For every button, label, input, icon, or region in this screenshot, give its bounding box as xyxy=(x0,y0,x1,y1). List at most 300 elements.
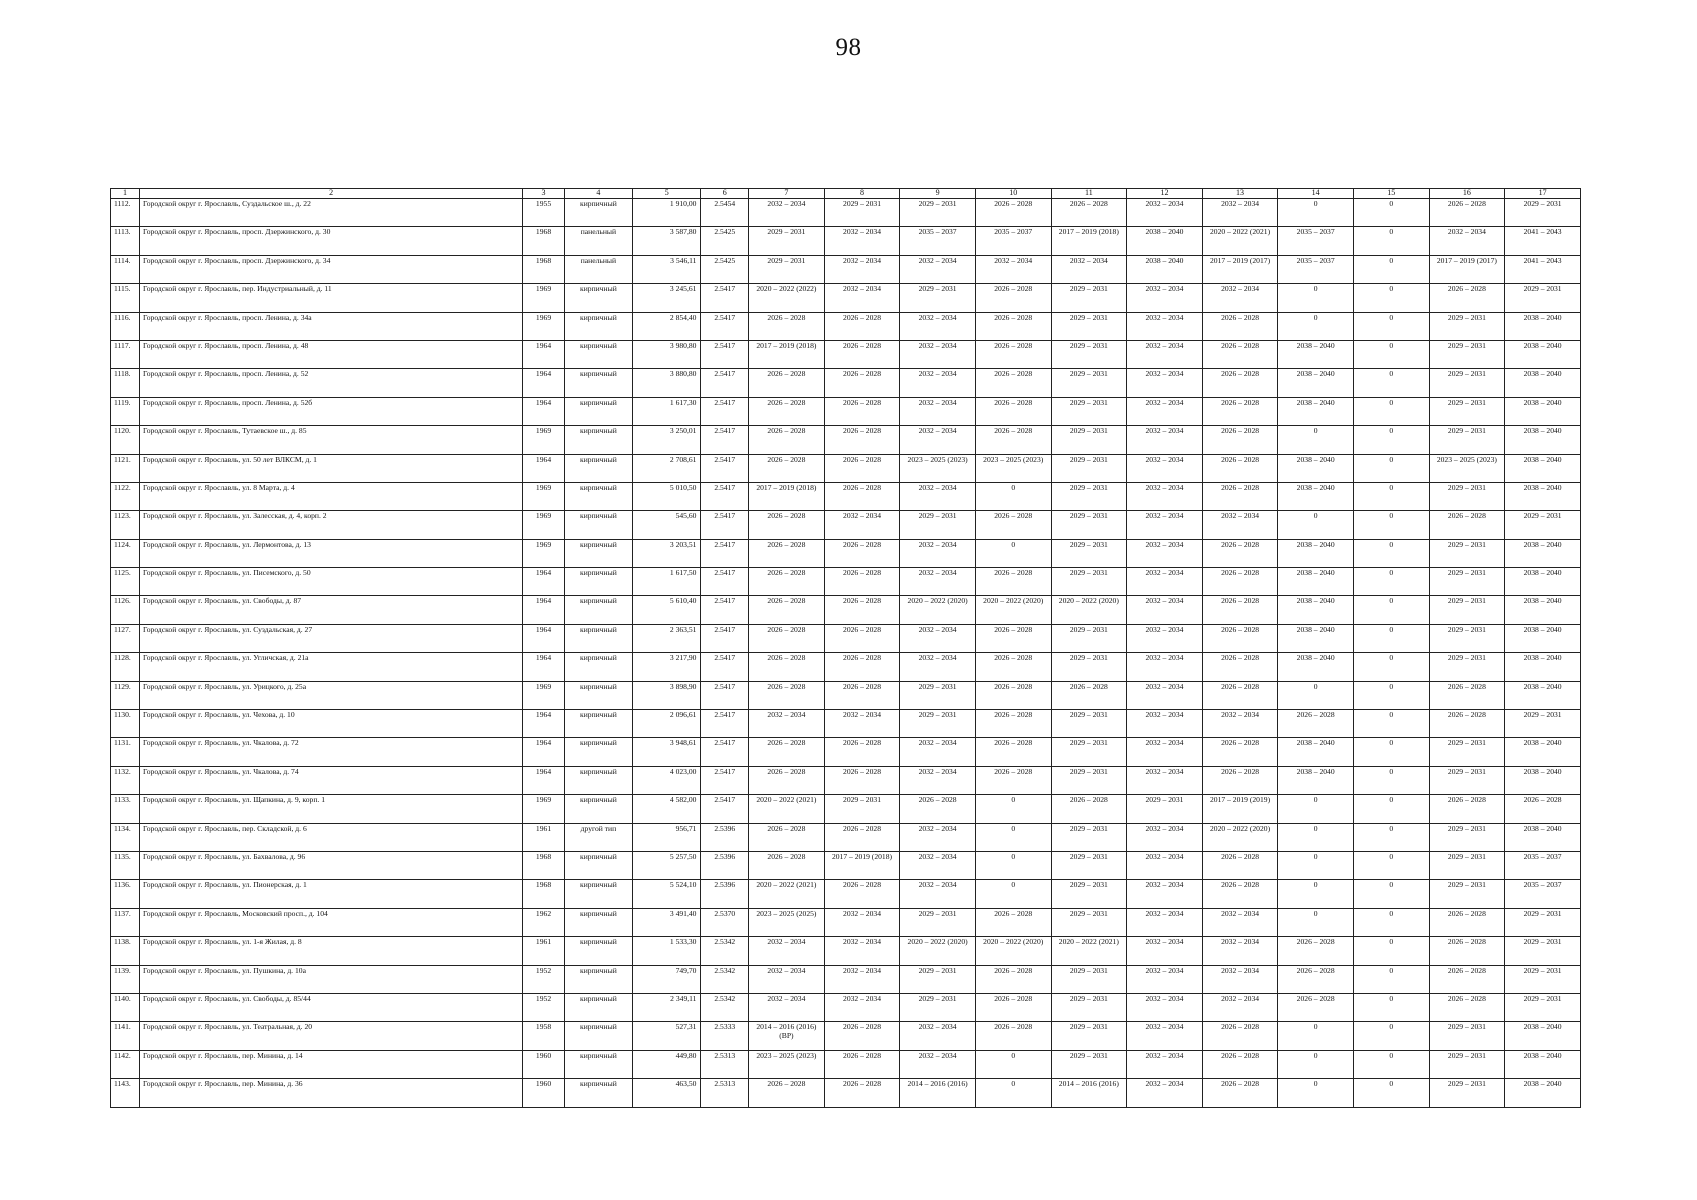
cell-period-14: 0 xyxy=(1278,823,1354,851)
cell-ratio: 2.5417 xyxy=(701,454,749,482)
cell-period-11: 2029 – 2031 xyxy=(1051,340,1127,368)
cell-period-10: 2020 – 2022 (2020) xyxy=(975,937,1051,965)
cell-period-14: 2035 – 2037 xyxy=(1278,255,1354,283)
cell-period-7: 2017 – 2019 (2018) xyxy=(749,482,825,510)
cell-area: 3 898,90 xyxy=(633,681,701,709)
cell-period-12: 2032 – 2034 xyxy=(1127,1022,1203,1050)
cell-period-10: 2026 – 2028 xyxy=(975,766,1051,794)
cell-period-8: 2026 – 2028 xyxy=(824,369,900,397)
cell-period-15: 0 xyxy=(1353,1079,1429,1107)
cell-year-built: 1968 xyxy=(523,255,564,283)
cell-period-16: 2026 – 2028 xyxy=(1429,965,1505,993)
cell-period-8: 2032 – 2034 xyxy=(824,227,900,255)
cell-wall-material: кирпичный xyxy=(564,993,632,1021)
cell-period-7: 2032 – 2034 xyxy=(749,965,825,993)
cell-period-7: 2026 – 2028 xyxy=(749,681,825,709)
cell-period-7: 2026 – 2028 xyxy=(749,823,825,851)
cell-period-14: 2038 – 2040 xyxy=(1278,340,1354,368)
cell-period-10: 2032 – 2034 xyxy=(975,255,1051,283)
cell-area: 3 587,80 xyxy=(633,227,701,255)
cell-ratio: 2.5417 xyxy=(701,284,749,312)
cell-period-13: 2026 – 2028 xyxy=(1202,1079,1278,1107)
cell-ratio: 2.5417 xyxy=(701,312,749,340)
cell-wall-material: кирпичный xyxy=(564,397,632,425)
cell-period-16: 2029 – 2031 xyxy=(1429,568,1505,596)
cell-address: Городской округ г. Ярославль, ул. Пушкина, д. 10а xyxy=(140,965,523,993)
cell-period-8: 2026 – 2028 xyxy=(824,738,900,766)
cell-address: Городской округ г. Ярославль, просп. Дзержинского, д. 30 xyxy=(140,227,523,255)
cell-period-13: 2032 – 2034 xyxy=(1202,511,1278,539)
cell-period-15: 0 xyxy=(1353,539,1429,567)
cell-area: 449,80 xyxy=(633,1050,701,1078)
cell-year-built: 1969 xyxy=(523,511,564,539)
cell-period-13: 2026 – 2028 xyxy=(1202,539,1278,567)
column-header-11: 11 xyxy=(1051,189,1127,199)
cell-period-11: 2029 – 2031 xyxy=(1051,624,1127,652)
cell-period-15: 0 xyxy=(1353,738,1429,766)
cell-period-16: 2029 – 2031 xyxy=(1429,397,1505,425)
cell-period-9: 2032 – 2034 xyxy=(900,766,976,794)
column-header-17: 17 xyxy=(1505,189,1581,199)
cell-period-17: 2038 – 2040 xyxy=(1505,426,1581,454)
cell-address: Городской округ г. Ярославль, ул. Чехова, д. 10 xyxy=(140,710,523,738)
cell-period-7: 2032 – 2034 xyxy=(749,710,825,738)
cell-period-8: 2026 – 2028 xyxy=(824,1050,900,1078)
cell-period-12: 2032 – 2034 xyxy=(1127,880,1203,908)
cell-period-9: 2029 – 2031 xyxy=(900,284,976,312)
cell-period-8: 2032 – 2034 xyxy=(824,710,900,738)
header-row xyxy=(111,189,1581,199)
cell-period-17: 2029 – 2031 xyxy=(1505,965,1581,993)
cell-address: Городской округ г. Ярославль, ул. Свободы, д. 85/44 xyxy=(140,993,523,1021)
cell-period-7: 2020 – 2022 (2021) xyxy=(749,880,825,908)
cell-period-14: 0 xyxy=(1278,1079,1354,1107)
column-header-1: 1 xyxy=(111,189,140,199)
cell-period-16: 2029 – 2031 xyxy=(1429,766,1505,794)
cell-period-7: 2026 – 2028 xyxy=(749,624,825,652)
cell-period-10: 0 xyxy=(975,539,1051,567)
cell-period-15: 0 xyxy=(1353,426,1429,454)
cell-address: Городской округ г. Ярославль, просп. Ленина, д. 52б xyxy=(140,397,523,425)
cell-period-9: 2032 – 2034 xyxy=(900,738,976,766)
cell-wall-material: кирпичный xyxy=(564,624,632,652)
cell-period-12: 2032 – 2034 xyxy=(1127,369,1203,397)
cell-period-11: 2029 – 2031 xyxy=(1051,312,1127,340)
cell-period-13: 2032 – 2034 xyxy=(1202,965,1278,993)
cell-period-11: 2029 – 2031 xyxy=(1051,993,1127,1021)
column-header-10: 10 xyxy=(975,189,1051,199)
cell-address: Городской округ г. Ярославль, ул. Чкалова, д. 74 xyxy=(140,766,523,794)
cell-period-16: 2023 – 2025 (2023) xyxy=(1429,454,1505,482)
cell-ratio: 2.5417 xyxy=(701,539,749,567)
cell-period-10: 0 xyxy=(975,1079,1051,1107)
cell-period-8: 2032 – 2034 xyxy=(824,284,900,312)
cell-period-12: 2032 – 2034 xyxy=(1127,397,1203,425)
cell-period-15: 0 xyxy=(1353,880,1429,908)
cell-ratio: 2.5396 xyxy=(701,880,749,908)
cell-period-7: 2029 – 2031 xyxy=(749,227,825,255)
cell-ratio: 2.5425 xyxy=(701,255,749,283)
cell-period-15: 0 xyxy=(1353,482,1429,510)
cell-year-built: 1961 xyxy=(523,937,564,965)
cell-period-12: 2032 – 2034 xyxy=(1127,511,1203,539)
cell-address: Городской округ г. Ярославль, ул. Бахвалова, д. 96 xyxy=(140,851,523,879)
cell-period-7: 2026 – 2028 xyxy=(749,1079,825,1107)
cell-period-12: 2032 – 2034 xyxy=(1127,1050,1203,1078)
cell-period-13: 2026 – 2028 xyxy=(1202,454,1278,482)
cell-period-7: 2026 – 2028 xyxy=(749,568,825,596)
cell-row-number: 1122. xyxy=(111,482,140,510)
cell-address: Городской округ г. Ярославль, ул. Свободы, д. 87 xyxy=(140,596,523,624)
cell-ratio: 2.5396 xyxy=(701,823,749,851)
cell-period-13: 2026 – 2028 xyxy=(1202,426,1278,454)
cell-period-9: 2032 – 2034 xyxy=(900,539,976,567)
cell-period-11: 2029 – 2031 xyxy=(1051,454,1127,482)
cell-ratio: 2.5417 xyxy=(701,795,749,823)
cell-period-9: 2029 – 2031 xyxy=(900,511,976,539)
cell-period-7: 2020 – 2022 (2022) xyxy=(749,284,825,312)
cell-wall-material: кирпичный xyxy=(564,795,632,823)
cell-period-10: 0 xyxy=(975,482,1051,510)
cell-period-9: 2032 – 2034 xyxy=(900,482,976,510)
cell-area: 4 582,00 xyxy=(633,795,701,823)
cell-area: 2 096,61 xyxy=(633,710,701,738)
cell-address: Городской округ г. Ярославль, ул. 50 лет ВЛКСМ, д. 1 xyxy=(140,454,523,482)
cell-period-14: 2038 – 2040 xyxy=(1278,482,1354,510)
cell-period-10: 2026 – 2028 xyxy=(975,681,1051,709)
cell-period-11: 2029 – 2031 xyxy=(1051,397,1127,425)
cell-period-17: 2029 – 2031 xyxy=(1505,908,1581,936)
cell-period-12: 2032 – 2034 xyxy=(1127,823,1203,851)
cell-period-7: 2020 – 2022 (2021) xyxy=(749,795,825,823)
cell-period-8: 2026 – 2028 xyxy=(824,454,900,482)
cell-period-9: 2023 – 2025 (2023) xyxy=(900,454,976,482)
cell-period-16: 2026 – 2028 xyxy=(1429,511,1505,539)
cell-period-11: 2026 – 2028 xyxy=(1051,681,1127,709)
column-header-7: 7 xyxy=(749,189,825,199)
cell-period-8: 2032 – 2034 xyxy=(824,993,900,1021)
cell-wall-material: кирпичный xyxy=(564,312,632,340)
cell-period-11: 2029 – 2031 xyxy=(1051,369,1127,397)
table-row xyxy=(111,993,1581,1021)
cell-row-number: 1116. xyxy=(111,312,140,340)
cell-period-17: 2038 – 2040 xyxy=(1505,397,1581,425)
cell-period-7: 2023 – 2025 (2025) xyxy=(749,908,825,936)
cell-period-9: 2035 – 2037 xyxy=(900,227,976,255)
cell-period-12: 2032 – 2034 xyxy=(1127,681,1203,709)
cell-period-14: 0 xyxy=(1278,681,1354,709)
cell-period-7: 2017 – 2019 (2018) xyxy=(749,340,825,368)
cell-period-15: 0 xyxy=(1353,1022,1429,1050)
table-row xyxy=(111,937,1581,965)
cell-period-17: 2035 – 2037 xyxy=(1505,880,1581,908)
cell-period-9: 2014 – 2016 (2016) xyxy=(900,1079,976,1107)
cell-period-14: 0 xyxy=(1278,426,1354,454)
cell-period-16: 2029 – 2031 xyxy=(1429,482,1505,510)
cell-period-12: 2032 – 2034 xyxy=(1127,340,1203,368)
cell-year-built: 1961 xyxy=(523,823,564,851)
table-row xyxy=(111,738,1581,766)
cell-year-built: 1960 xyxy=(523,1050,564,1078)
cell-period-11: 2026 – 2028 xyxy=(1051,199,1127,227)
cell-period-11: 2020 – 2022 (2020) xyxy=(1051,596,1127,624)
cell-period-16: 2017 – 2019 (2017) xyxy=(1429,255,1505,283)
cell-period-8: 2026 – 2028 xyxy=(824,1022,900,1050)
cell-row-number: 1118. xyxy=(111,369,140,397)
cell-period-15: 0 xyxy=(1353,340,1429,368)
cell-wall-material: кирпичный xyxy=(564,511,632,539)
cell-period-12: 2032 – 2034 xyxy=(1127,1079,1203,1107)
cell-area: 545,60 xyxy=(633,511,701,539)
cell-period-15: 0 xyxy=(1353,908,1429,936)
cell-period-8: 2026 – 2028 xyxy=(824,681,900,709)
cell-period-17: 2026 – 2028 xyxy=(1505,795,1581,823)
cell-address: Городской округ г. Ярославль, ул. Пионерская, д. 1 xyxy=(140,880,523,908)
cell-ratio: 2.5417 xyxy=(701,710,749,738)
cell-period-8: 2029 – 2031 xyxy=(824,795,900,823)
table-header xyxy=(111,189,1581,199)
cell-period-17: 2038 – 2040 xyxy=(1505,340,1581,368)
table-row xyxy=(111,795,1581,823)
cell-period-10: 2026 – 2028 xyxy=(975,340,1051,368)
cell-period-9: 2032 – 2034 xyxy=(900,312,976,340)
table-row xyxy=(111,340,1581,368)
cell-period-13: 2020 – 2022 (2021) xyxy=(1202,227,1278,255)
cell-wall-material: кирпичный xyxy=(564,1050,632,1078)
cell-period-13: 2026 – 2028 xyxy=(1202,681,1278,709)
cell-area: 3 245,61 xyxy=(633,284,701,312)
cell-period-16: 2029 – 2031 xyxy=(1429,880,1505,908)
cell-row-number: 1125. xyxy=(111,568,140,596)
cell-period-11: 2029 – 2031 xyxy=(1051,710,1127,738)
cell-period-13: 2032 – 2034 xyxy=(1202,199,1278,227)
cell-period-7: 2026 – 2028 xyxy=(749,596,825,624)
cell-period-8: 2026 – 2028 xyxy=(824,340,900,368)
cell-ratio: 2.5417 xyxy=(701,653,749,681)
table-row xyxy=(111,1050,1581,1078)
cell-period-17: 2029 – 2031 xyxy=(1505,993,1581,1021)
cell-period-11: 2029 – 2031 xyxy=(1051,511,1127,539)
cell-period-8: 2026 – 2028 xyxy=(824,568,900,596)
cell-period-9: 2032 – 2034 xyxy=(900,823,976,851)
cell-period-16: 2029 – 2031 xyxy=(1429,1022,1505,1050)
table-row xyxy=(111,369,1581,397)
cell-period-10: 2026 – 2028 xyxy=(975,568,1051,596)
cell-period-11: 2029 – 2031 xyxy=(1051,653,1127,681)
cell-period-15: 0 xyxy=(1353,568,1429,596)
cell-period-8: 2026 – 2028 xyxy=(824,880,900,908)
cell-row-number: 1137. xyxy=(111,908,140,936)
cell-year-built: 1955 xyxy=(523,199,564,227)
cell-period-11: 2029 – 2031 xyxy=(1051,851,1127,879)
cell-period-7: 2026 – 2028 xyxy=(749,369,825,397)
cell-wall-material: кирпичный xyxy=(564,880,632,908)
cell-period-17: 2029 – 2031 xyxy=(1505,511,1581,539)
cell-row-number: 1126. xyxy=(111,596,140,624)
cell-row-number: 1117. xyxy=(111,340,140,368)
cell-period-10: 2026 – 2028 xyxy=(975,710,1051,738)
cell-period-17: 2029 – 2031 xyxy=(1505,710,1581,738)
cell-ratio: 2.5313 xyxy=(701,1079,749,1107)
cell-address: Городской округ г. Ярославль, ул. Щапкина, д. 9, корп. 1 xyxy=(140,795,523,823)
table-row xyxy=(111,255,1581,283)
cell-row-number: 1140. xyxy=(111,993,140,1021)
table-row xyxy=(111,1079,1581,1107)
cell-period-14: 0 xyxy=(1278,880,1354,908)
cell-period-12: 2032 – 2034 xyxy=(1127,766,1203,794)
cell-period-11: 2029 – 2031 xyxy=(1051,568,1127,596)
cell-wall-material: кирпичный xyxy=(564,766,632,794)
cell-period-17: 2038 – 2040 xyxy=(1505,454,1581,482)
cell-ratio: 2.5417 xyxy=(701,426,749,454)
cell-period-8: 2026 – 2028 xyxy=(824,1079,900,1107)
cell-row-number: 1120. xyxy=(111,426,140,454)
cell-period-9: 2032 – 2034 xyxy=(900,397,976,425)
column-header-13: 13 xyxy=(1202,189,1278,199)
cell-period-13: 2032 – 2034 xyxy=(1202,993,1278,1021)
cell-address: Городской округ г. Ярославль, ул. Чкалова, д. 72 xyxy=(140,738,523,766)
cell-address: Городской округ г. Ярославль, пер. Складской, д. 6 xyxy=(140,823,523,851)
cell-period-11: 2029 – 2031 xyxy=(1051,823,1127,851)
table-row xyxy=(111,710,1581,738)
cell-address: Городской округ г. Ярославль, ул. 8 Марта, д. 4 xyxy=(140,482,523,510)
cell-period-8: 2032 – 2034 xyxy=(824,511,900,539)
cell-period-11: 2014 – 2016 (2016) xyxy=(1051,1079,1127,1107)
cell-year-built: 1968 xyxy=(523,851,564,879)
cell-period-16: 2029 – 2031 xyxy=(1429,653,1505,681)
cell-period-15: 0 xyxy=(1353,710,1429,738)
cell-area: 956,71 xyxy=(633,823,701,851)
cell-period-14: 2038 – 2040 xyxy=(1278,369,1354,397)
cell-period-15: 0 xyxy=(1353,653,1429,681)
cell-address: Городской округ г. Ярославль, пер. Минина, д. 36 xyxy=(140,1079,523,1107)
table-row xyxy=(111,568,1581,596)
cell-area: 3 250,01 xyxy=(633,426,701,454)
cell-period-9: 2032 – 2034 xyxy=(900,624,976,652)
cell-period-10: 2026 – 2028 xyxy=(975,284,1051,312)
cell-period-10: 2026 – 2028 xyxy=(975,426,1051,454)
table-row xyxy=(111,1022,1581,1050)
cell-ratio: 2.5425 xyxy=(701,227,749,255)
cell-wall-material: кирпичный xyxy=(564,539,632,567)
cell-period-8: 2032 – 2034 xyxy=(824,908,900,936)
cell-period-14: 0 xyxy=(1278,284,1354,312)
cell-row-number: 1123. xyxy=(111,511,140,539)
cell-period-14: 0 xyxy=(1278,199,1354,227)
cell-address: Городской округ г. Ярославль, ул. Урицкого, д. 25а xyxy=(140,681,523,709)
cell-period-16: 2029 – 2031 xyxy=(1429,312,1505,340)
cell-period-10: 2026 – 2028 xyxy=(975,369,1051,397)
cell-period-15: 0 xyxy=(1353,369,1429,397)
cell-address: Городской округ г. Ярославль, просп. Ленина, д. 52 xyxy=(140,369,523,397)
cell-address: Городской округ г. Ярославль, пер. Индустриальный, д. 11 xyxy=(140,284,523,312)
cell-row-number: 1142. xyxy=(111,1050,140,1078)
cell-row-number: 1141. xyxy=(111,1022,140,1050)
cell-period-8: 2026 – 2028 xyxy=(824,823,900,851)
table-row xyxy=(111,681,1581,709)
cell-period-10: 2026 – 2028 xyxy=(975,1022,1051,1050)
cell-period-12: 2032 – 2034 xyxy=(1127,965,1203,993)
cell-period-13: 2026 – 2028 xyxy=(1202,880,1278,908)
cell-year-built: 1964 xyxy=(523,340,564,368)
column-header-5: 5 xyxy=(633,189,701,199)
cell-period-16: 2026 – 2028 xyxy=(1429,710,1505,738)
cell-period-10: 2026 – 2028 xyxy=(975,312,1051,340)
cell-period-12: 2032 – 2034 xyxy=(1127,908,1203,936)
cell-period-14: 2038 – 2040 xyxy=(1278,397,1354,425)
cell-period-11: 2029 – 2031 xyxy=(1051,284,1127,312)
cell-period-17: 2038 – 2040 xyxy=(1505,1022,1581,1050)
cell-ratio: 2.5333 xyxy=(701,1022,749,1050)
cell-period-15: 0 xyxy=(1353,681,1429,709)
cell-period-13: 2026 – 2028 xyxy=(1202,1050,1278,1078)
cell-year-built: 1962 xyxy=(523,908,564,936)
table-row xyxy=(111,851,1581,879)
cell-period-7: 2026 – 2028 xyxy=(749,738,825,766)
table-body xyxy=(111,199,1581,1108)
cell-year-built: 1964 xyxy=(523,766,564,794)
cell-period-12: 2032 – 2034 xyxy=(1127,539,1203,567)
cell-period-16: 2026 – 2028 xyxy=(1429,681,1505,709)
cell-area: 2 363,51 xyxy=(633,624,701,652)
cell-row-number: 1129. xyxy=(111,681,140,709)
cell-period-13: 2026 – 2028 xyxy=(1202,340,1278,368)
cell-area: 1 617,50 xyxy=(633,568,701,596)
cell-period-15: 0 xyxy=(1353,965,1429,993)
cell-period-14: 0 xyxy=(1278,1022,1354,1050)
cell-period-16: 2029 – 2031 xyxy=(1429,851,1505,879)
cell-period-12: 2032 – 2034 xyxy=(1127,284,1203,312)
cell-period-12: 2032 – 2034 xyxy=(1127,596,1203,624)
cell-period-17: 2038 – 2040 xyxy=(1505,624,1581,652)
cell-period-13: 2026 – 2028 xyxy=(1202,851,1278,879)
cell-address: Городской округ г. Ярославль, Суздальское ш., д. 22 xyxy=(140,199,523,227)
table-row xyxy=(111,823,1581,851)
cell-period-7: 2032 – 2034 xyxy=(749,993,825,1021)
cell-period-10: 2026 – 2028 xyxy=(975,397,1051,425)
cell-period-15: 0 xyxy=(1353,227,1429,255)
cell-period-8: 2026 – 2028 xyxy=(824,312,900,340)
cell-area: 3 980,80 xyxy=(633,340,701,368)
cell-period-13: 2026 – 2028 xyxy=(1202,1022,1278,1050)
cell-period-14: 2038 – 2040 xyxy=(1278,454,1354,482)
cell-wall-material: кирпичный xyxy=(564,454,632,482)
cell-period-11: 2029 – 2031 xyxy=(1051,880,1127,908)
cell-year-built: 1964 xyxy=(523,624,564,652)
register-table xyxy=(110,188,1581,1108)
cell-period-8: 2029 – 2031 xyxy=(824,199,900,227)
cell-year-built: 1964 xyxy=(523,568,564,596)
cell-period-9: 2032 – 2034 xyxy=(900,880,976,908)
cell-period-9: 2029 – 2031 xyxy=(900,681,976,709)
table-row xyxy=(111,454,1581,482)
cell-address: Городской округ г. Ярославль, ул. Театральная, д. 20 xyxy=(140,1022,523,1050)
cell-period-7: 2026 – 2028 xyxy=(749,312,825,340)
cell-address: Городской округ г. Ярославль, ул. Угличская, д. 21а xyxy=(140,653,523,681)
cell-period-9: 2032 – 2034 xyxy=(900,340,976,368)
cell-period-15: 0 xyxy=(1353,284,1429,312)
cell-wall-material: кирпичный xyxy=(564,596,632,624)
cell-year-built: 1968 xyxy=(523,880,564,908)
cell-period-15: 0 xyxy=(1353,823,1429,851)
cell-wall-material: кирпичный xyxy=(564,965,632,993)
cell-period-17: 2029 – 2031 xyxy=(1505,937,1581,965)
cell-period-9: 2020 – 2022 (2020) xyxy=(900,937,976,965)
cell-address: Городской округ г. Ярославль, ул. Лермонтова, д. 13 xyxy=(140,539,523,567)
cell-period-12: 2032 – 2034 xyxy=(1127,199,1203,227)
cell-period-14: 2038 – 2040 xyxy=(1278,766,1354,794)
cell-period-10: 2023 – 2025 (2023) xyxy=(975,454,1051,482)
